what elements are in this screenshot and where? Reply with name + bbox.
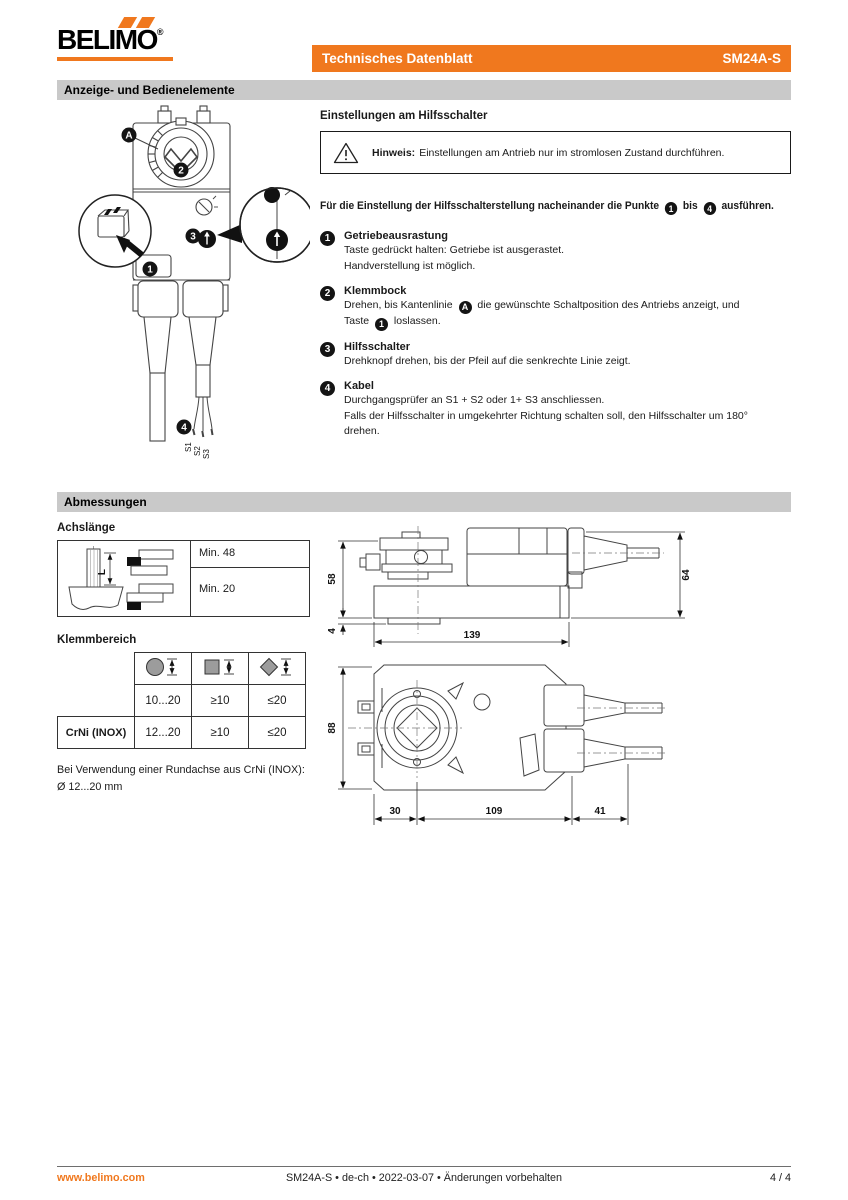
side-view-dimension-drawing <box>322 512 722 652</box>
klemmbereich-table <box>57 652 306 749</box>
registered-mark: ® <box>156 27 164 37</box>
svg-text:4: 4 <box>327 628 338 634</box>
diamond-shaft-icon <box>249 653 306 685</box>
klemm-empty-cell <box>58 653 135 685</box>
svg-text:4: 4 <box>181 422 187 434</box>
device-top-view-illustration <box>58 101 310 463</box>
step-badge: A <box>459 301 472 314</box>
step-title: Hilfsschalter <box>344 341 411 353</box>
klemm-value-cell: 12...20 <box>135 717 192 749</box>
clamp-icon-top <box>127 550 173 575</box>
svg-text:3: 3 <box>190 231 196 243</box>
achslaenge-values <box>191 541 309 616</box>
step-title: Klemmbock <box>344 284 407 297</box>
step-body <box>344 380 748 440</box>
instruction-line: Für die Einstellung der Hilfsschalterstellung nacheinander die Punkte 1 bis 4 ausführen. <box>320 200 774 214</box>
doc-type-title: Technisches Datenblatt <box>322 51 473 66</box>
klemm-header-row <box>58 653 306 685</box>
klemm-data-row <box>58 685 306 717</box>
step-text-line: Drehknopf drehen, bis der Pfeil auf die senkrechte Linie zeigt. <box>344 355 631 367</box>
klemm-data-row <box>58 717 306 749</box>
klemm-body <box>58 685 306 749</box>
step-title: Getriebeausrastung <box>344 230 448 242</box>
controls-content <box>320 110 798 450</box>
achslaenge-row: Min. 48 <box>191 541 309 568</box>
round-shaft-icon <box>135 653 192 685</box>
achslaenge-title: Achslänge <box>57 522 116 534</box>
step-text-line: Drehen, bis Kantenlinie A die gewünschte Schaltposition des Antriebs anzeigt, und <box>344 298 740 315</box>
step-text-line: Durchgangsprüfer an S1 + S2 oder 1+ S3 anschliessen. <box>344 393 605 406</box>
step-body <box>344 285 740 332</box>
belimo-logo <box>57 26 177 61</box>
step-text-line: Handverstellung ist möglich. <box>344 259 476 272</box>
dimensions-left-column <box>57 522 317 795</box>
hinweis-box <box>320 131 791 174</box>
klemm-row-label: CrNi (INOX) <box>58 717 135 749</box>
step-badge: 1 <box>375 318 388 331</box>
wire-labels <box>184 442 211 459</box>
steps-list <box>320 230 798 440</box>
klemm-value-cell: ≥10 <box>192 717 249 749</box>
svg-text:58: 58 <box>327 573 338 585</box>
shaft-length-diagram <box>58 541 191 616</box>
button-magnifier-icon <box>79 195 151 267</box>
hinweis-text: Hinweis: Einstellungen am Antrieb nur im stromlosen Zustand durchführen. <box>372 146 725 159</box>
svg-text:S3: S3 <box>202 449 211 459</box>
svg-text:A: A <box>125 130 133 142</box>
step-badge: 3 <box>320 342 335 357</box>
step-item <box>320 285 798 332</box>
svg-text:88: 88 <box>327 722 338 734</box>
step-text-line: Taste gedrückt halten: Getriebe ist ausgerastet. <box>344 244 565 256</box>
footer-divider <box>57 1166 791 1167</box>
klemm-value-cell: 10...20 <box>135 685 192 717</box>
svg-text:1: 1 <box>147 264 153 276</box>
step-text-line: drehen. <box>344 425 380 438</box>
step-badge: 1 <box>320 231 335 246</box>
step-title: Kabel <box>344 379 374 392</box>
logo-underline <box>57 57 173 61</box>
step-badge: 1 <box>665 202 677 215</box>
step-item <box>320 341 798 370</box>
clamp-icon-bottom <box>127 584 173 610</box>
klemm-empty-cell <box>58 685 135 717</box>
knob-magnifier-icon <box>217 187 310 262</box>
section-header-controls: Anzeige- und Bedienelemente <box>57 80 791 100</box>
product-code: SM24A-S <box>722 51 781 66</box>
top-view-dimension-drawing <box>322 650 722 835</box>
svg-text:2: 2 <box>178 165 184 177</box>
svg-text:109: 109 <box>485 806 503 817</box>
title-bar <box>312 45 791 72</box>
footer-page-number: 4 / 4 <box>769 1172 791 1184</box>
footer-website-link[interactable]: www.belimo.com <box>57 1172 145 1184</box>
section-header-dimensions: Abmessungen <box>57 492 791 512</box>
step-text-line: Taste 1 loslassen. <box>344 314 740 331</box>
footer <box>57 1172 791 1184</box>
step-body <box>344 230 564 275</box>
klemm-value-cell: ≥10 <box>192 685 249 717</box>
svg-text:S2: S2 <box>193 446 202 456</box>
step-item <box>320 380 798 440</box>
step-badge: 4 <box>320 381 335 396</box>
step-text-line: Falls der Hilfsschalter in umgekehrter Richtung schalten soll, den Hilfsschalter um 180° <box>344 409 748 422</box>
crni-note: Bei Verwendung einer Rundachse aus CrNi (INOX): Ø 12...20 mm <box>57 764 305 793</box>
logo-text <box>57 26 177 54</box>
svg-text:30: 30 <box>389 806 401 817</box>
step-item <box>320 230 798 275</box>
svg-text:64: 64 <box>681 569 692 581</box>
step-badge: 2 <box>320 286 335 301</box>
achslaenge-row: Min. 20 <box>199 583 236 595</box>
hinweis-label: Hinweis: <box>372 146 416 159</box>
warning-triangle-icon <box>333 141 359 165</box>
step-body <box>344 341 631 370</box>
klemm-value-cell: ≤20 <box>249 685 306 717</box>
svg-text:139: 139 <box>463 630 481 641</box>
svg-text:L: L <box>97 568 108 575</box>
subsection-title: Einstellungen am Hilfsschalter <box>320 110 488 122</box>
klemmbereich-title: Klemmbereich <box>57 634 137 646</box>
svg-text:S1: S1 <box>184 442 193 452</box>
logo-wordmark: BELIMO <box>57 24 157 55</box>
svg-text:41: 41 <box>594 806 606 817</box>
square-shaft-icon <box>192 653 249 685</box>
klemm-value-cell: ≤20 <box>249 717 306 749</box>
step-badge: 4 <box>703 202 715 215</box>
footer-doc-info: SM24A-S • de-ch • 2022-03-07 • Änderungen vorbehalten <box>285 1172 563 1184</box>
achslaenge-table <box>57 540 310 617</box>
